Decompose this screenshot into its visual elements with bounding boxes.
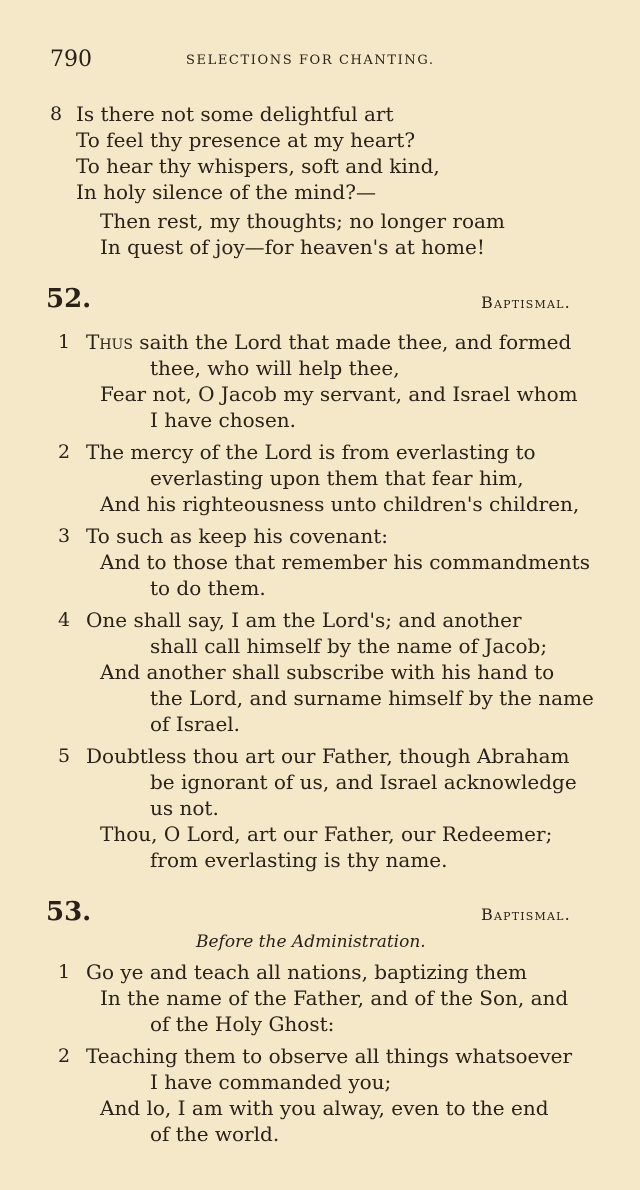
verse-line [86, 329, 571, 355]
verse-line: the Lord, and surname himself by the name [150, 686, 594, 710]
verse-line: Doubtless thou art our Father, though Abraham [86, 744, 570, 768]
verse-number: 2 [58, 1045, 71, 1067]
verse-line: Teaching them to observe all things whatsoever [86, 1044, 573, 1068]
verse-line: to do them. [150, 576, 266, 600]
verse-number: 1 [58, 331, 71, 353]
hymn-number: 53. [46, 897, 92, 927]
verse-line: In the name of the Father, and of the Son, and [100, 986, 569, 1010]
verse-line: In holy silence of the mind?— [76, 180, 376, 204]
verse-line: us not. [150, 796, 219, 820]
verse-line: of Israel. [150, 712, 241, 736]
page-header [50, 47, 600, 77]
verse-number: 2 [58, 441, 71, 463]
verse-line: be ignorant of us, and Israel acknowledge [150, 770, 577, 794]
verse-number: 5 [58, 745, 71, 767]
verse-number: 3 [58, 525, 71, 547]
verse-line: thee, who will help thee, [150, 356, 400, 380]
hymn-subtitle: Before the Administration. [196, 932, 426, 952]
verse-line: everlasting upon them that fear him, [150, 466, 524, 490]
verse-line: of the world. [150, 1122, 280, 1146]
verse-number: 8 [50, 103, 63, 125]
verse-line: Is there not some delightful art [76, 102, 394, 126]
verse-line: And his righteousness unto children's children, [100, 492, 580, 516]
page-number: 790 [50, 47, 92, 72]
verse-line: To feel thy presence at my heart? [76, 128, 416, 152]
verse-line: I have commanded you; [150, 1070, 392, 1094]
verse-line: To hear thy whispers, soft and kind, [76, 154, 440, 178]
verse-first-word: Thus [86, 330, 133, 354]
verse-line: I have chosen. [150, 408, 297, 432]
verse-line: And another shall subscribe with his hand to [100, 660, 555, 684]
verse-line: of the Holy Ghost: [150, 1012, 335, 1036]
verse-line: And lo, I am with you alway, even to the end [100, 1096, 549, 1120]
verse-line: The mercy of the Lord is from everlasting to [86, 440, 536, 464]
hymn-number: 52. [46, 284, 92, 314]
verse-line: To such as keep his covenant: [86, 524, 389, 548]
verse-line: One shall say, I am the Lord's; and another [86, 608, 522, 632]
verse-line: shall call himself by the name of Jacob; [150, 634, 548, 658]
verse-line: In quest of joy—for heaven's at home! [100, 235, 485, 259]
running-head: SELECTIONS FOR CHANTING. [186, 53, 435, 68]
verse-line-rest: saith the Lord that made thee, and formed [132, 330, 572, 354]
verse-line: from everlasting is thy name. [150, 848, 448, 872]
verse-line: And to those that remember his commandments [100, 550, 590, 574]
verse-number: 4 [58, 609, 71, 631]
verse-number: 1 [58, 961, 71, 983]
verse-line: Fear not, O Jacob my servant, and Israel whom [100, 382, 578, 406]
hymn-title: Baptismal. [481, 293, 571, 312]
hymn-title: Baptismal. [481, 905, 571, 924]
verse-line: Then rest, my thoughts; no longer roam [100, 209, 505, 233]
verse-line: Go ye and teach all nations, baptizing them [86, 960, 527, 984]
verse-line: Thou, O Lord, art our Father, our Redeemer; [100, 822, 553, 846]
